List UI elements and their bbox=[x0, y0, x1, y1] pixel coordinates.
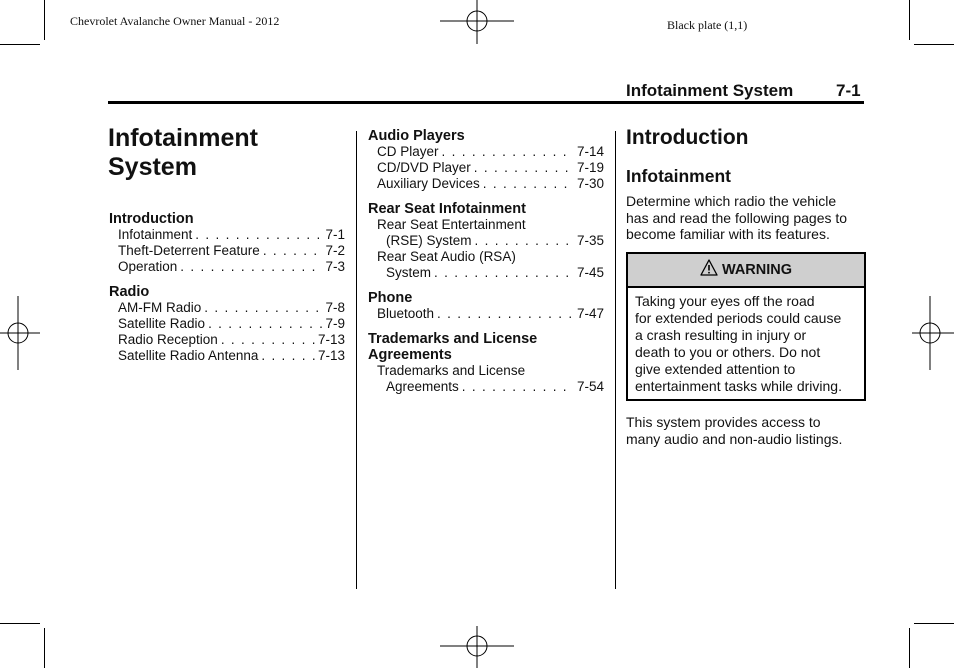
toc-heading[interactable]: Phone bbox=[368, 290, 413, 306]
toc-entry-page: 7-54 bbox=[576, 379, 604, 394]
leader-dots bbox=[474, 160, 574, 176]
crop-mark bbox=[909, 0, 910, 40]
toc-entry-title: Agreements bbox=[386, 379, 459, 394]
warning-line: a crash resulting in injury or bbox=[635, 327, 807, 343]
column-divider bbox=[356, 131, 357, 589]
crop-mark bbox=[914, 44, 954, 45]
toc-entry-page: 7-19 bbox=[576, 160, 604, 175]
system-paragraph bbox=[626, 414, 866, 447]
paragraph-line: This system provides access to bbox=[626, 414, 821, 430]
paragraph-line: has and read the following pages to bbox=[626, 209, 848, 226]
toc-entry-page: 7-45 bbox=[576, 265, 604, 280]
toc-entry-page: 7-13 bbox=[317, 332, 345, 347]
registration-mark-icon bbox=[912, 296, 954, 370]
crop-mark bbox=[44, 0, 45, 40]
toc-entry[interactable] bbox=[377, 176, 604, 192]
leader-dots bbox=[208, 316, 322, 332]
leader-dots bbox=[261, 348, 315, 364]
toc-entry-page: 7-13 bbox=[317, 348, 345, 363]
chapter-title bbox=[108, 124, 258, 182]
page-number: 7-1 bbox=[836, 81, 861, 100]
warning-box bbox=[626, 252, 866, 401]
warning-line: give extended attention to bbox=[635, 361, 796, 377]
toc-column-2 bbox=[368, 128, 604, 404]
header-rule bbox=[108, 101, 864, 104]
toc-entry-title: Operation bbox=[118, 259, 178, 274]
warning-header bbox=[628, 254, 864, 288]
toc-entry[interactable] bbox=[118, 316, 345, 332]
leader-dots bbox=[442, 144, 574, 160]
toc-entry-title: Auxiliary Devices bbox=[377, 176, 480, 191]
warning-line: Taking your eyes off the road bbox=[635, 293, 815, 309]
manual-title: Chevrolet Avalanche Owner Manual - 2012 bbox=[70, 14, 280, 28]
warning-line: for extended periods could cause bbox=[635, 310, 842, 326]
toc-entry-title: AM-FM Radio bbox=[118, 300, 202, 315]
leader-dots bbox=[195, 227, 322, 243]
toc-entry-page: 7-1 bbox=[325, 227, 345, 242]
running-section-name: Infotainment System bbox=[626, 81, 794, 100]
toc-entry[interactable] bbox=[118, 227, 345, 243]
warning-line: entertainment tasks while driving. bbox=[635, 378, 842, 394]
toc-entry[interactable] bbox=[118, 259, 345, 275]
toc-heading[interactable]: Rear Seat Infotainment bbox=[368, 201, 526, 217]
toc-group-phone bbox=[368, 290, 604, 322]
toc-group-rear-seat bbox=[368, 201, 604, 281]
toc-entry[interactable] bbox=[377, 249, 604, 281]
registration-mark-icon bbox=[440, 626, 514, 668]
leader-dots bbox=[434, 265, 574, 281]
column-divider bbox=[615, 131, 616, 589]
toc-heading[interactable]: Audio Players bbox=[368, 128, 465, 144]
leader-dots bbox=[475, 233, 574, 249]
crop-mark bbox=[0, 44, 40, 45]
toc-entry-title: Theft-Deterrent Feature bbox=[118, 243, 260, 258]
toc-entry-page: 7-9 bbox=[325, 316, 345, 331]
toc-entry[interactable] bbox=[118, 300, 345, 316]
leader-dots bbox=[204, 300, 322, 316]
toc-entry[interactable] bbox=[377, 160, 604, 176]
toc-heading[interactable]: Radio bbox=[109, 284, 150, 300]
warning-triangle-icon bbox=[700, 259, 718, 276]
registration-mark-icon bbox=[0, 296, 40, 370]
toc-entry-title: Bluetooth bbox=[377, 306, 435, 321]
toc-entry-page: 7-47 bbox=[576, 306, 604, 321]
chapter-title-line: Infotainment bbox=[108, 124, 258, 152]
toc-entry-title: Satellite Radio Antenna bbox=[118, 348, 259, 363]
toc-group-radio bbox=[109, 284, 345, 364]
toc-entry-title: Infotainment bbox=[118, 227, 193, 242]
plate-label: Black plate (1,1) bbox=[667, 18, 748, 32]
subsection-title: Infotainment bbox=[626, 166, 731, 186]
toc-group-trademarks bbox=[368, 331, 604, 395]
toc-entry-title: Trademarks and License bbox=[377, 363, 526, 378]
leader-dots bbox=[263, 243, 323, 259]
leader-dots bbox=[462, 379, 574, 395]
intro-paragraph bbox=[626, 193, 866, 243]
warning-line: death to you or others. Do not bbox=[635, 344, 821, 360]
crop-mark bbox=[914, 623, 954, 624]
warning-label: WARNING bbox=[721, 262, 793, 278]
toc-entry[interactable] bbox=[377, 217, 604, 249]
toc-entry-page: 7-35 bbox=[576, 233, 604, 248]
leader-dots bbox=[180, 259, 322, 275]
toc-entry[interactable] bbox=[377, 363, 604, 395]
crop-mark bbox=[0, 623, 40, 624]
toc-entry-title: Radio Reception bbox=[118, 332, 218, 347]
toc-entry[interactable] bbox=[377, 144, 604, 160]
toc-entry-page: 7-3 bbox=[325, 259, 345, 274]
toc-entry-page: 7-14 bbox=[576, 144, 604, 159]
toc-entry-title: CD Player bbox=[377, 144, 439, 159]
paragraph-line: become familiar with its features. bbox=[626, 226, 830, 242]
toc-entry[interactable] bbox=[118, 348, 345, 364]
toc-entry-title: (RSE) System bbox=[386, 233, 472, 248]
paragraph-line: many audio and non-audio listings. bbox=[626, 430, 843, 447]
leader-dots bbox=[437, 306, 574, 322]
crop-mark bbox=[909, 628, 910, 668]
toc-entry-page: 7-30 bbox=[576, 176, 604, 191]
toc-heading-line: Agreements bbox=[368, 347, 452, 363]
toc-heading-line: Trademarks and License bbox=[368, 331, 538, 347]
toc-entry[interactable] bbox=[377, 306, 604, 322]
warning-text bbox=[628, 288, 864, 400]
toc-entry-title: Rear Seat Audio (RSA) bbox=[377, 249, 516, 264]
toc-entry-title: CD/DVD Player bbox=[377, 160, 471, 175]
chapter-title-line: System bbox=[108, 153, 197, 181]
toc-entry-page: 7-2 bbox=[325, 243, 345, 258]
toc-heading[interactable]: Introduction bbox=[109, 211, 194, 227]
toc-heading[interactable] bbox=[368, 331, 604, 363]
toc-column-1 bbox=[109, 211, 345, 373]
toc-entry-title: System bbox=[386, 265, 432, 280]
leader-dots bbox=[483, 176, 574, 192]
toc-entry-title: Satellite Radio bbox=[118, 316, 206, 331]
registration-mark-icon bbox=[440, 0, 514, 44]
toc-entry[interactable] bbox=[118, 332, 345, 348]
toc-entry-title: Rear Seat Entertainment bbox=[377, 217, 526, 232]
section-title: Introduction bbox=[626, 126, 749, 149]
toc-group-introduction bbox=[109, 211, 345, 275]
toc-group-audio-players bbox=[368, 128, 604, 192]
toc-entry[interactable] bbox=[118, 243, 345, 259]
paragraph-line: Determine which radio the vehicle bbox=[626, 193, 837, 209]
toc-entry-page: 7-8 bbox=[325, 300, 345, 315]
crop-mark bbox=[44, 628, 45, 668]
leader-dots bbox=[221, 332, 315, 348]
